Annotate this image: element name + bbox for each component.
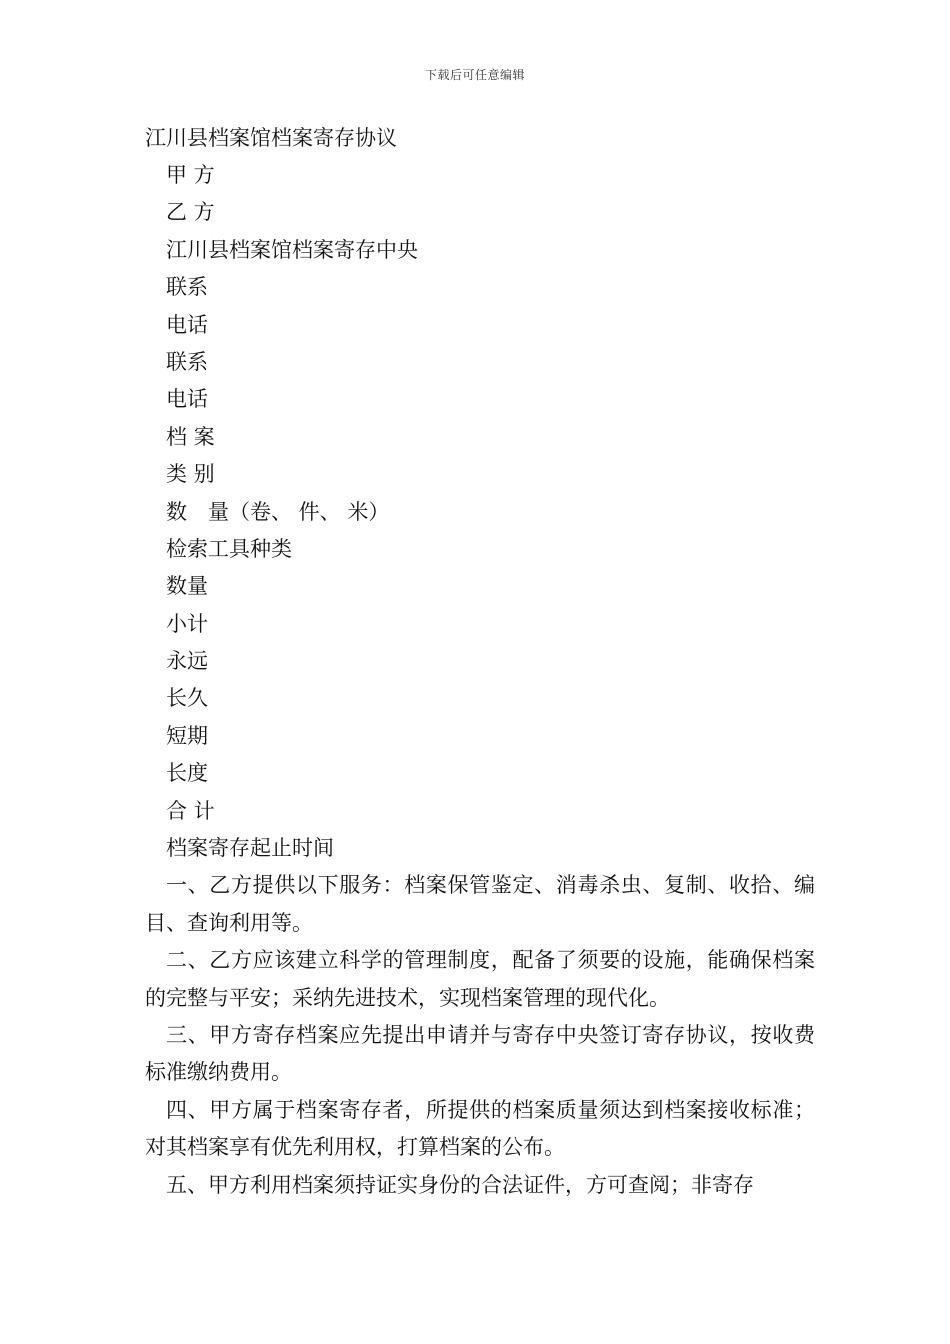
field-subtotal: 小计 xyxy=(166,611,208,636)
field-phone: 电话 xyxy=(166,387,208,412)
header-note: 下载后可任意编辑 xyxy=(424,68,525,82)
field-contact: 联系 xyxy=(166,349,208,374)
field-quantity-units: 数 量（卷、 件、 米） xyxy=(166,499,390,524)
field-total: 合 计 xyxy=(166,798,215,823)
field-length: 长度 xyxy=(166,761,208,786)
clause-3: 三、甲方寄存档案应先提出申请并与寄存中央签订寄存协议，按收费标准缴纳费用。 xyxy=(145,1023,815,1085)
field-quantity: 数量 xyxy=(166,574,208,599)
clause-4: 四、甲方属于档案寄存者，所提供的档案质量须达到档案接收标准；对其档案享有优先利用权，打算档案的公布。 xyxy=(145,1097,815,1160)
field-storage-period: 档案寄存起止时间 xyxy=(166,836,334,861)
document-body xyxy=(145,120,815,1204)
field-party-b-name: 江川县档案馆档案寄存中央 xyxy=(166,237,418,262)
field-party-b: 乙 方 xyxy=(166,200,215,225)
field-category: 类 别 xyxy=(166,462,215,487)
field-long-term: 长久 xyxy=(166,686,208,711)
field-archive: 档 案 xyxy=(166,424,215,449)
field-party-a: 甲 方 xyxy=(166,163,215,187)
field-phone: 电话 xyxy=(166,312,208,337)
clause-2: 二、乙方应该建立科学的管理制度，配备了须要的设施，能确保档案的完整与平安；采纳先进技术，实现档案管理的现代化。 xyxy=(145,948,815,1010)
clause-1: 一、乙方提供以下服务：档案保管鉴定、消毒杀虫、复制、收拾、编目、查询利用等。 xyxy=(145,873,815,935)
document-title: 江川县档案馆档案寄存协议 xyxy=(145,126,397,150)
field-retrieval-tools: 检索工具种类 xyxy=(166,536,292,561)
clause-5: 五、甲方利用档案须持证实身份的合法证件，方可查阅；非寄存 xyxy=(166,1172,754,1197)
field-short-term: 短期 xyxy=(166,723,208,748)
field-permanent: 永远 xyxy=(166,649,208,674)
field-contact: 联系 xyxy=(166,275,208,300)
